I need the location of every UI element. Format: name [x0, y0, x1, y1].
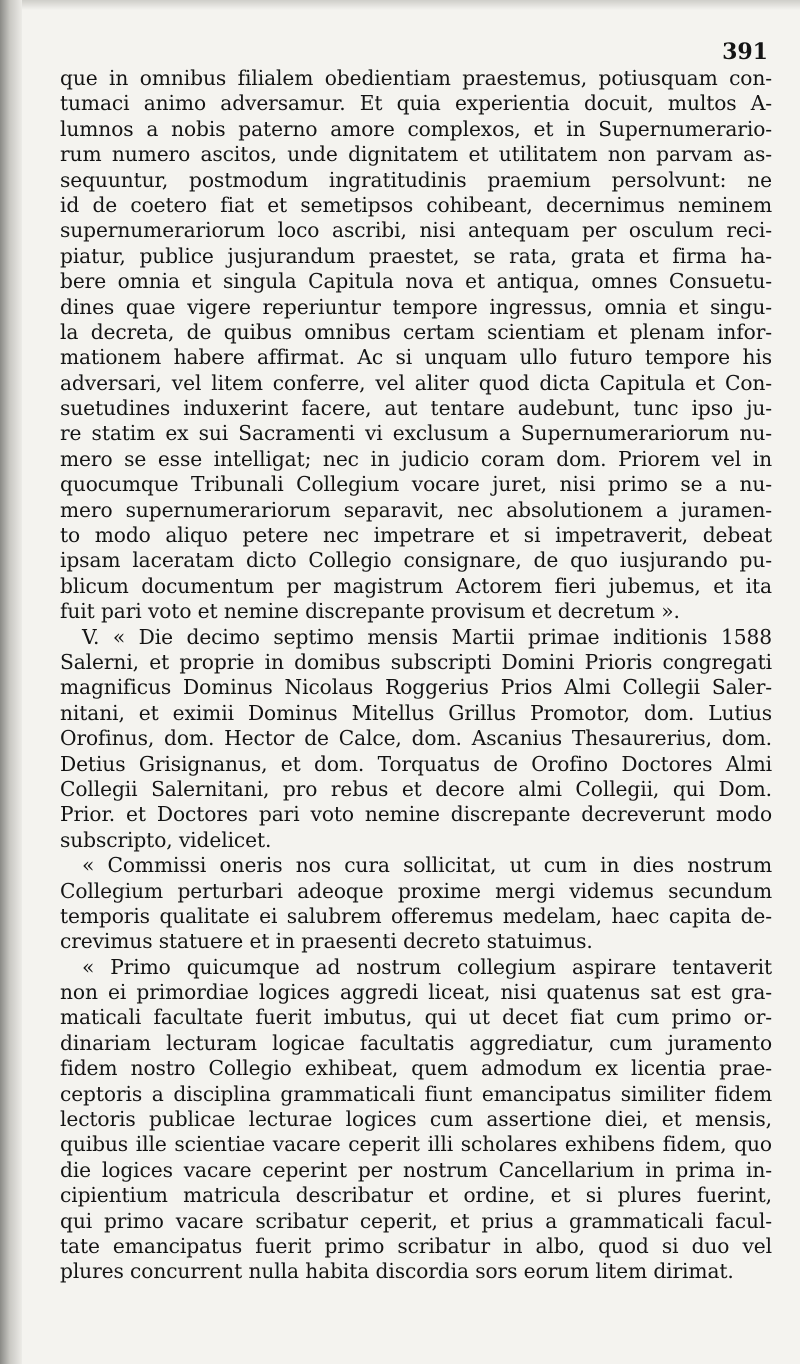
- text-line: Collegium perturbari adeoque proxime mergi videmus secundum: [60, 878, 772, 903]
- page-content: [60, 38, 772, 1285]
- text-line: Collegii Salernitani, pro rebus et decore almi Collegii, qui Dom.: [60, 776, 772, 801]
- text-line: die logices vacare ceperint per nostrum Cancellarium in prima in-: [60, 1157, 772, 1182]
- body-text: [60, 66, 772, 1285]
- text-line: dinariam lecturam logicae facultatis aggrediatur, cum juramento: [60, 1030, 772, 1055]
- text-line: cipientium matricula describatur et ordine, et si plures fuerint,: [60, 1183, 772, 1208]
- text-line: mero se esse intelligat; nec in judicio coram dom. Priorem vel in: [60, 446, 772, 471]
- text-line: suetudines induxerint facere, aut tentare audebunt, tunc ipso ju-: [60, 396, 772, 421]
- text-line: que in omnibus filialem obedientiam praestemus, potiusquam con-: [60, 66, 772, 90]
- text-line: mationem habere affirmat. Ac si unquam ullo futuro tempore his: [60, 345, 772, 370]
- text-line: la decreta, de quibus omnibus certam scientiam et plenam infor-: [60, 319, 772, 344]
- text-line: tate emancipatus fuerit primo scribatur in albo, quod si duo vel: [60, 1233, 772, 1258]
- page-binding-edge: [0, 0, 22, 1364]
- text-line: quibus ille scientiae vacare ceperit illi scholares exhibens fidem, quo: [60, 1132, 772, 1157]
- text-line: ceptoris a disciplina grammaticali fiunt emancipatus similiter fidem: [60, 1081, 772, 1106]
- text-line: plures concurrent nulla habita discordia sors eorum litem dirimat.: [60, 1259, 734, 1284]
- text-line: maticali facultate fuerit imbutus, qui ut decet fiat cum primo or-: [60, 1005, 772, 1030]
- text-line: tumaci animo adversamur. Et quia experientia docuit, multos A-: [60, 91, 772, 116]
- text-line: fidem nostro Collegio exhibeat, quem admodum ex licentia prae-: [60, 1056, 772, 1081]
- text-line: V. « Die decimo septimo mensis Martii primae inditionis 1588: [82, 624, 772, 649]
- text-line: bere omnia et singula Capitula nova et antiqua, omnes Consuetu-: [60, 269, 772, 294]
- text-line: sequuntur, postmodum ingratitudinis praemium persolvunt: ne: [60, 167, 772, 192]
- text-line: rum numero ascitos, unde dignitatem et utilitatem non parvam as-: [60, 142, 772, 167]
- text-line: magnificus Dominus Nicolaus Roggerius Prios Almi Collegii Saler-: [60, 675, 772, 700]
- text-line: Prior. et Doctores pari voto nemine discrepante decreverunt modo: [60, 802, 772, 827]
- text-line: quocumque Tribunali Collegium vocare juret, nisi primo se a nu-: [60, 472, 772, 497]
- text-line: Detius Grisignanus, et dom. Torquatus de Orofino Doctores Almi: [60, 751, 772, 776]
- text-line: to modo aliquo petere nec impetrare et si impetraverit, debeat: [60, 523, 772, 548]
- text-line: lumnos a nobis paterno amore complexos, et in Supernumerario-: [60, 116, 772, 141]
- page-top-edge: [0, 0, 800, 10]
- text-line: re statim ex sui Sacramenti vi exclusum a Supernumerariorum nu-: [60, 421, 772, 446]
- text-line: non ei primordiae logices aggredi liceat, nisi quatenus sat est gra-: [60, 980, 772, 1005]
- text-line: id de coetero fiat et semetipsos cohibeant, decernimus neminem: [60, 192, 772, 217]
- text-line: ipsam laceratam dicto Collegio consignare, de quo iusjurando pu-: [60, 548, 772, 573]
- text-line: lectoris publicae lecturae logices cum assertione diei, et mensis,: [60, 1107, 772, 1132]
- text-line: piatur, publice jusjurandum praestet, se rata, grata et firma ha-: [60, 243, 772, 268]
- text-line: qui primo vacare scribatur ceperit, et prius a grammaticali facul-: [60, 1208, 772, 1233]
- text-line: adversari, vel litem conferre, vel aliter quod dicta Capitula et Con-: [60, 370, 772, 395]
- text-line: crevimus statuere et in praesenti decreto statuimus.: [60, 929, 593, 954]
- text-line: mero supernumerariorum separavit, nec absolutionem a juramen-: [60, 497, 772, 522]
- text-line: Salerni, et proprie in domibus subscripti Domini Prioris congregati: [60, 649, 772, 674]
- page-number: 391: [722, 39, 768, 65]
- text-line: Orofinus, dom. Hector de Calce, dom. Ascanius Thesaurerius, dom.: [60, 726, 772, 751]
- text-line: subscripto, videlicet.: [60, 827, 272, 852]
- text-line: « Commissi oneris nos cura sollicitat, ut cum in dies nostrum: [82, 853, 772, 878]
- text-line: temporis qualitate ei salubrem offeremus medelam, haec capita de-: [60, 903, 772, 928]
- text-line: nitani, et eximii Dominus Mitellus Grillus Promotor, dom. Lutius: [60, 700, 772, 725]
- text-line: supernumerariorum loco ascribi, nisi antequam per osculum reci-: [60, 218, 772, 243]
- text-line: blicum documentum per magistrum Actorem fieri jubemus, et ita: [60, 573, 772, 598]
- text-line: fuit pari voto et nemine discrepante provisum et decretum ».: [60, 599, 680, 624]
- text-line: « Primo quicumque ad nostrum collegium aspirare tentaverit: [82, 954, 772, 979]
- text-line: dines quae vigere reperiuntur tempore ingressus, omnia et singu-: [60, 294, 772, 319]
